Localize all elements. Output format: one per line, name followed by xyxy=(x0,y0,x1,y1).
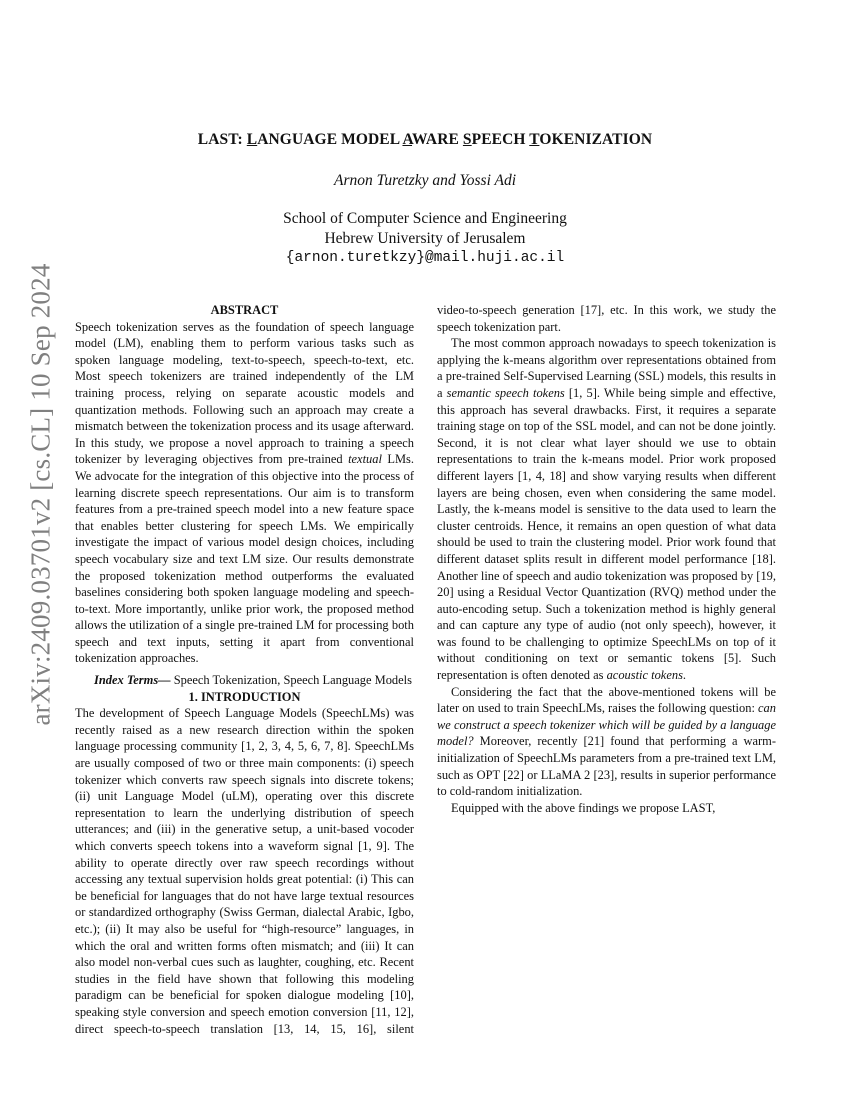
text-run: . xyxy=(682,668,687,683)
italic-run: can we construct a speech tokenizer which will be guided by a language model? xyxy=(437,701,776,749)
text-run: Considering the fact that the above-mentioned tokens will be later on used to train SpeechLMs, raises the following question: xyxy=(437,684,776,716)
index-terms xyxy=(75,672,414,689)
paper-title xyxy=(0,131,850,149)
text-run: PEECH xyxy=(471,131,530,148)
underlined-letter: A xyxy=(402,131,413,148)
text-run: [1, 5]. While being simple and effective, this approach has several drawbacks. First, it requires a separate training stage on top of the SSL model, and can not be done jointly. Second, it is not clear what layer should we use to obtain representations to train the k-means model. Prior work proposed different layers [1, 4, 18] and show varying results when different layers are being chosen, even when considering the same model. Lastly, the k-means model is sensitive to the data used to learn the cluster centroids. Hence, it remains an open question of what data should be used to train the clustering model. Prior work found that different dataset splits result in different model performance [18]. Another line of speech and audio tokenization was proposed by [19, 20] using a Residual Vector Quantization (RVQ) method under the auto-encoding setup. Such a tokenization method is highly general and can capture any type of audio (not only speech), however, it was found to be challenging to optimize SpeechLMs on top of it without conditioning on text or semantic tokens [5]. Such representation is often denoted as xyxy=(437,385,776,683)
text-run: LAST: xyxy=(197,131,247,148)
index-terms-text: Speech Tokenization, Speech Language Models xyxy=(170,673,412,688)
text-run: Moreover, recently [21] found that performing a warm-initialization of SpeechLMs parameters from a pre-trained text LM, such as OPT [22] or LLaMA 2 [23], results in superior performance to cold-random initialization. xyxy=(437,734,776,799)
text-run: LMs. We advocate for the integration of this objective into the process of learning discrete speech representations. Our aim is to transform features from a pre-trained speech model into a new feature space that enables better clustering for speech LMs. We empirically investigate the impact of various model design choices, including speech vocabulary size and text LM size. Our results demonstrate the proposed tokenization method outperforms the evaluated baselines considering both spoken language modeling and speech-to-text. More importantly, unlike prior work, the proposed method allows the utilization of a single pre-trained LM for processing both speech and text inputs, setting it apart from conventional tokenization approaches. xyxy=(75,452,414,666)
abstract-body xyxy=(75,319,414,667)
underlined-letter: T xyxy=(529,131,540,148)
italic-run: acoustic tokens xyxy=(606,668,683,683)
text-run: The most common approach nowadays to speech tokenization is applying the k-means algorithm over representations obtained from a pre-trained Self-Supervised Learning (SSL) models, this results in a xyxy=(437,336,776,400)
left-column xyxy=(75,302,414,1037)
arxiv-identifier: arXiv:2409.03701v2 [cs.CL] 10 Sep 2024 xyxy=(25,262,56,726)
text-run: Speech tokenization serves as the foundation of speech language model (LM), enabling them to perform various tasks such as spoken language modeling, text-to-speech, speech-to-text, etc. Most speech tokenizers are trained independently of the LM training process, relying on separate acoustic models and quantization methods. Following such an approach may create a mismatch between the tokenization process and its usage afterward. In this study, we propose a novel approach to training a speech tokenizer by leveraging objectives from pre-trained xyxy=(75,319,414,467)
italic-run: semantic speech tokens xyxy=(446,385,565,400)
text-run: WARE xyxy=(412,131,463,148)
underlined-letter: L xyxy=(246,131,258,148)
abstract-heading: ABSTRACT xyxy=(210,303,279,317)
underlined-letter: S xyxy=(462,131,472,148)
text-run: ANGUAGE MODEL xyxy=(257,131,403,148)
intro-paragraph-1-continued: video-to-speech generation [17], etc. In this work, we study the speech tokenization part. xyxy=(437,303,776,334)
paper-authors: Arnon Turetzky and Yossi Adi xyxy=(333,172,516,189)
intro-paragraph-4 xyxy=(437,800,776,817)
intro-paragraph-3 xyxy=(437,684,776,800)
affiliation-university: Hebrew University of Jerusalem xyxy=(324,230,526,247)
text-run: Equipped with the above findings we propose LAST, xyxy=(451,800,716,815)
intro-paragraph-1: The development of Speech Language Models (SpeechLMs) was recently raised as a new research direction within the spoken language processing community [1, 2, 3, 4, 5, 6, 7, 8]. SpeechLMs are usually composed of two or three main components: (i) speech tokenizer which converts raw speech signals into discrete tokens; (ii) unit Language Model (uLM), operating over this discrete representation to learn the underlying distribution of speech utterances; and (iii) in the generative setup, a unit-based vocoder which converts speech tokens into a waveform signal [1, 9]. The ability to operate directly over raw speech recordings without accessing any textual supervision holds great potential: (i) This can be beneficial for languages that do not have large textual resources or standardized orthography (Swiss German, dialectal Arabic, Igbo, etc.); (ii) It may also be useful for “high-resource” languages, in which the oral and written forms often mismatch; and (iii) It can also model non-verbal cues such as laughter, coughing, etc. Recent studies in the field have shown that following this modeling paradigm can be beneficial for spoken dialogue modeling [10], speaking style conversion and speech emotion conversion [11, 12], direct speech-to-speech translation [13, 14, 15, 16], silent xyxy=(75,706,414,1036)
intro-paragraph-2 xyxy=(437,335,776,683)
text-run: OKENIZATION xyxy=(539,131,653,148)
introduction-heading: 1. INTRODUCTION xyxy=(188,689,301,704)
index-terms-label: Index Terms— xyxy=(94,673,171,688)
author-email: {arnon.turetkzy}@mail.huji.ac.il xyxy=(285,250,565,266)
right-column xyxy=(437,302,776,816)
arxiv-stamp xyxy=(16,262,66,726)
italic-run: textual xyxy=(348,452,382,467)
affiliation-school: School of Computer Science and Engineering xyxy=(283,210,567,227)
